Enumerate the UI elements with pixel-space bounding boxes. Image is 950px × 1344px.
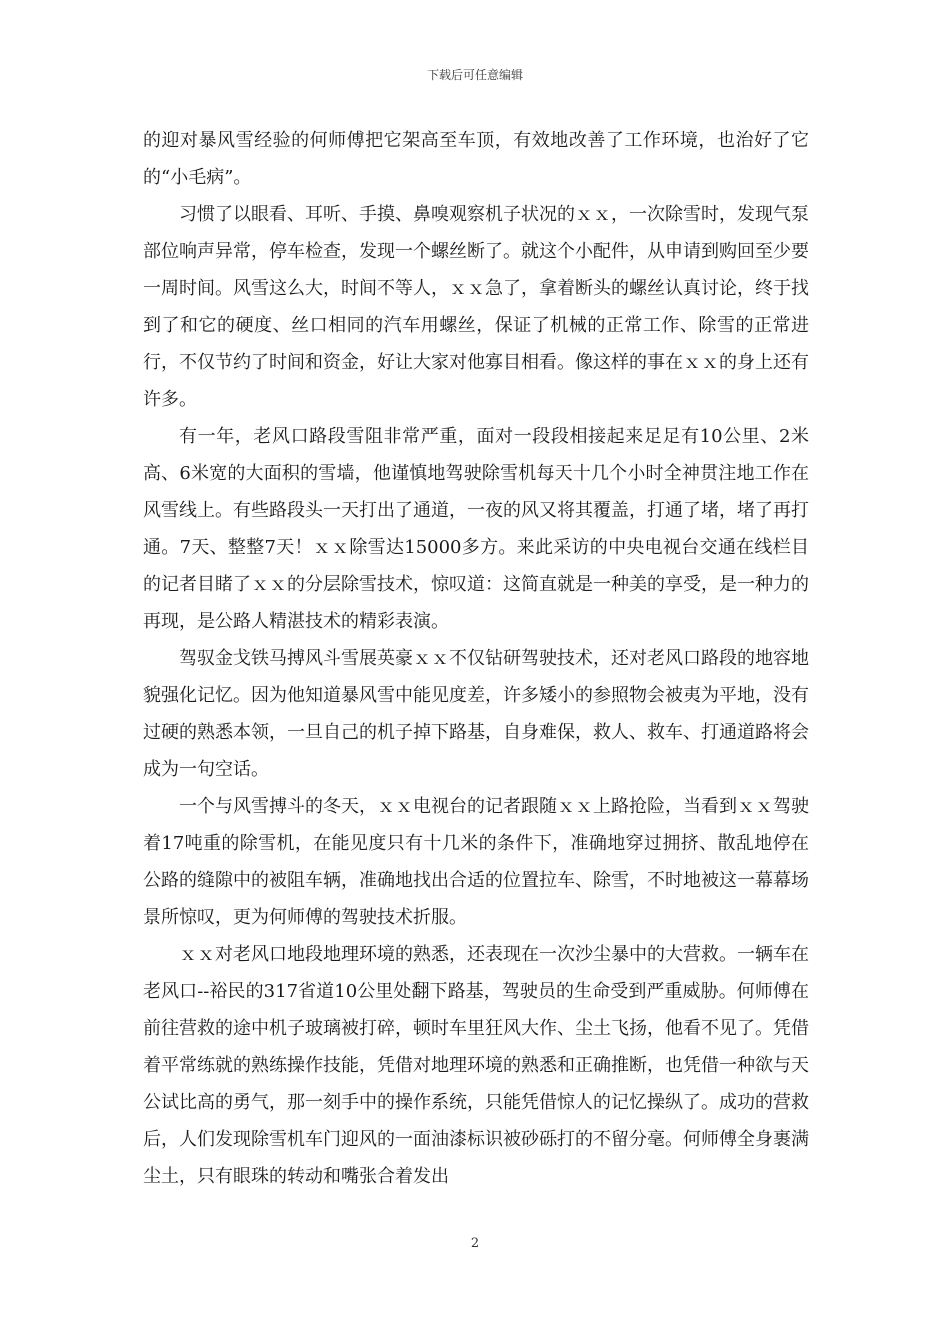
page-header: 下载后可任意编辑: [426, 68, 523, 82]
document-body: [143, 122, 809, 1195]
paragraph: ｘｘ对老风口地段地理环境的熟悉，还表现在一次沙尘暴中的大营救。一辆车在老风口--裕民的317省道10公里处翻下路基，驾驶员的生命受到严重威胁。何师傅在前往营救的途中机子玻璃被打碎，顿时车里狂风大作、尘土飞扬，他看不见了。凭借着平常练就的熟练操作技能，凭借对地理环境的熟悉和正确推断，也凭借一种欲与天公试比高的勇气，那一刻手中的操作系统，只能凭借惊人的记忆操纵了。成功的营救后，人们发现除雪机车门迎风的一面油漆标识被砂砾打的不留分毫。何师傅全身裹满尘土，只有眼珠的转动和嘴张合着发出: [143, 944, 809, 1187]
paragraph: 的迎对暴风雪经验的何师傅把它架高至车顶，有效地改善了工作环境，也治好了它的“小毛病”。: [143, 130, 809, 188]
paragraph: 有一年，老风口路段雪阻非常严重，面对一段段相接起来足足有10公里、2米高、6米宽的大面积的雪墙，他谨慎地驾驶除雪机每天十几个小时全神贯注地工作在风雪线上。有些路段头一天打出了通道，一夜的风又将其覆盖，打通了堵，堵了再打通。7天、整整7天！ｘｘ除雪达15000多方。来此采访的中央电视台交通在线栏目的记者目睹了ｘｘ的分层除雪技术，惊叹道：这简直就是一种美的享受，是一种力的再现，是公路人精湛技术的精彩表演。: [143, 426, 809, 632]
paragraph: 习惯了以眼看、耳听、手摸、鼻嗅观察机子状况的ｘｘ，一次除雪时，发现气泵部位响声异常，停车检查，发现一个螺丝断了。就这个小配件，从申请到购回至少要一周时间。风雪这么大，时间不等人，ｘｘ急了，拿着断头的螺丝认真讨论，终于找到了和它的硬度、丝口相同的汽车用螺丝，保证了机械的正常工作、除雪的正常进行，不仅节约了时间和资金，好让大家对他寡目相看。像这样的事在ｘｘ的身上还有许多。: [143, 204, 809, 410]
paragraph: 驾驭金戈铁马搏风斗雪展英豪ｘｘ不仅钻研驾驶技术，还对老风口路段的地容地貌强化记忆。因为他知道暴风雪中能见度差，许多矮小的参照物会被夷为平地，没有过硬的熟悉本领，一旦自己的机子掉下路基，自身难保，救人、救车、打通道路将会成为一句空话。: [143, 648, 809, 780]
paragraph: 一个与风雪搏斗的冬天，ｘｘ电视台的记者跟随ｘｘ上路抢险，当看到ｘｘ驾驶着17吨重的除雪机，在能见度只有十几米的条件下，准确地穿过拥挤、散乱地停在公路的缝隙中的被阻车辆，准确地找出合适的位置拉车、除雪，不时地被这一幕幕场景所惊叹，更为何师傅的驾驶技术折服。: [143, 796, 809, 928]
page-number: 2: [470, 1236, 480, 1251]
